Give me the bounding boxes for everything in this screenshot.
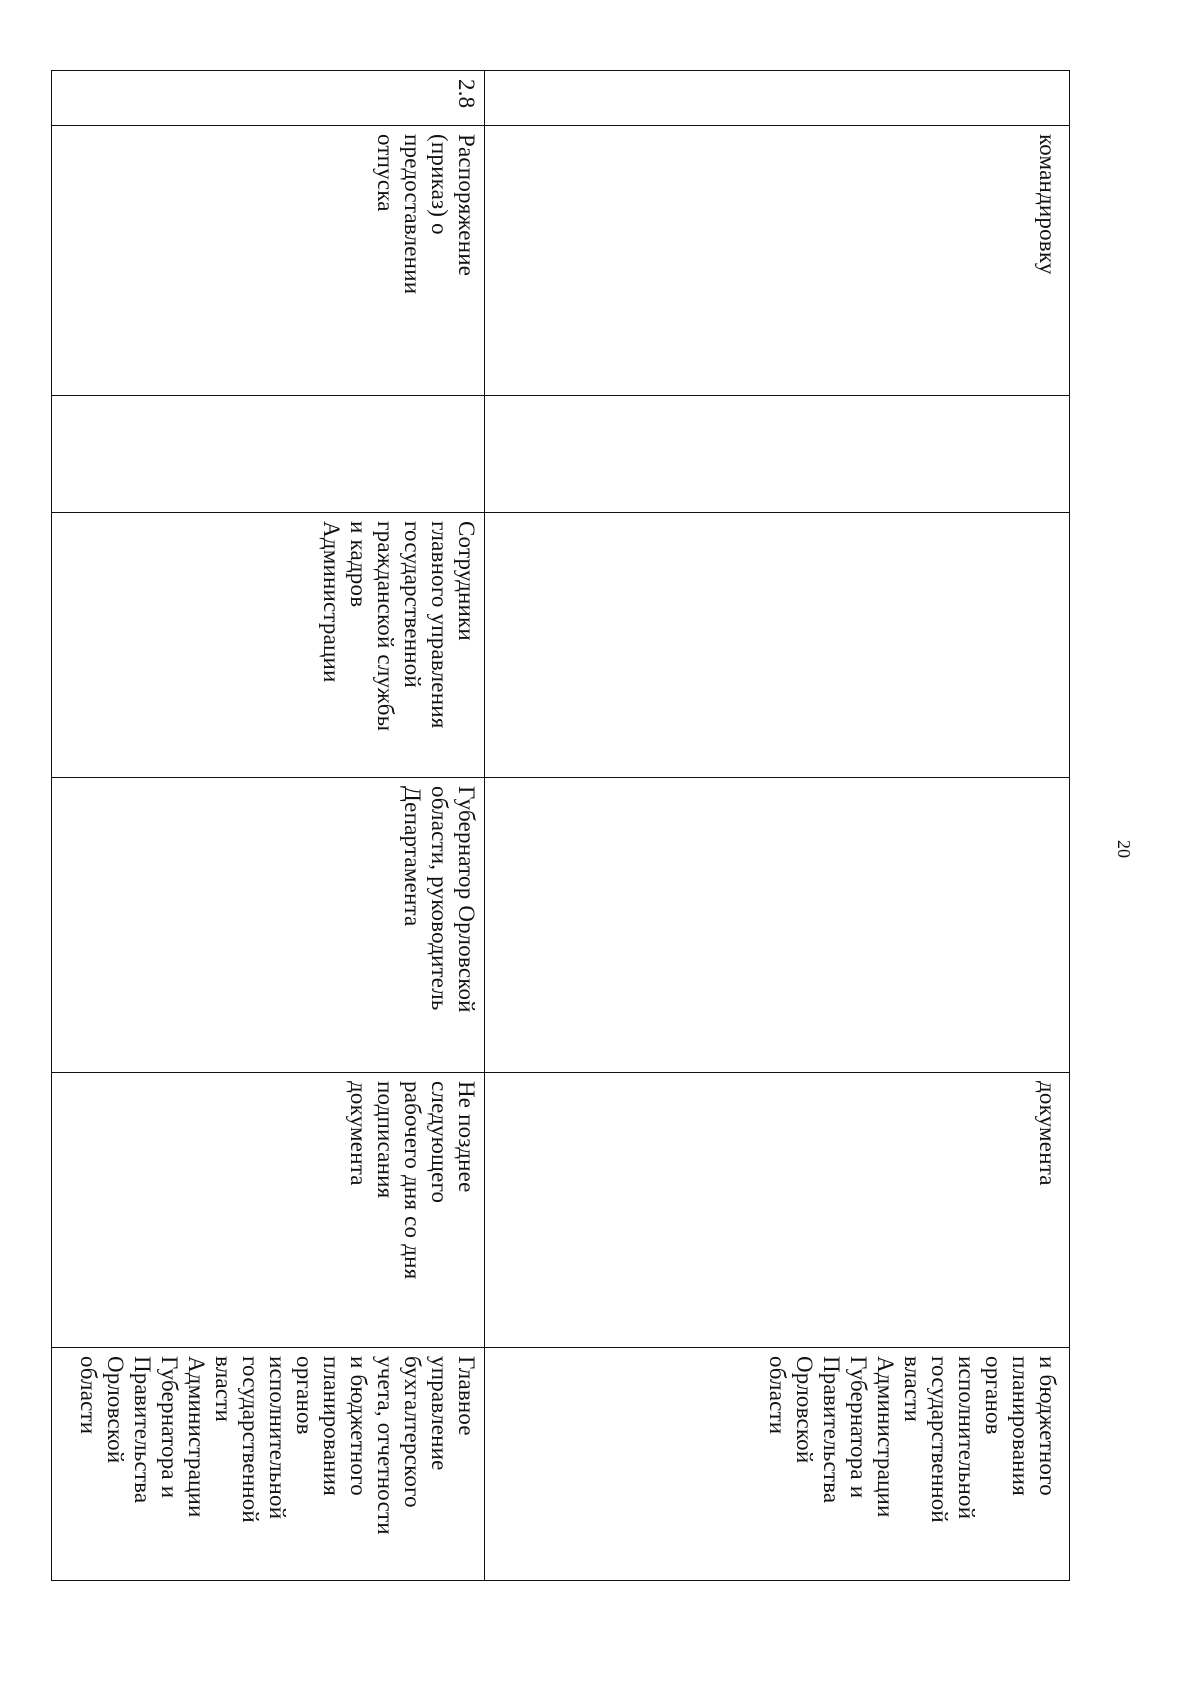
document-name: командировку	[1035, 134, 1060, 275]
cell-document	[485, 126, 1070, 396]
cell-recipient	[485, 1348, 1070, 1581]
cell-number	[52, 71, 485, 126]
cell-responsible	[485, 513, 1070, 778]
signer-text: Губернатор Орловской области, руководитель Департамента	[400, 786, 479, 1013]
document-name: Распоряжение (приказ) о предоставлении отпуска	[373, 134, 479, 295]
cell-number	[485, 71, 1070, 126]
cell-responsible	[52, 513, 485, 778]
table-row	[52, 71, 485, 1581]
recipient-text: Главное управление бухгалтерского учета, отчетности и бюджетного планирования органов исполнительной государственной власти Администрации Губернатора и Правительства Орловской области	[76, 1356, 479, 1535]
responsible-text: Сотрудники главного управления государственной гражданской службы и кадров Администрации	[319, 521, 479, 732]
cell-recipient	[52, 1348, 485, 1581]
cell-empty	[52, 396, 485, 513]
recipient-text: и бюджетного планирования органов исполнительной государственной власти Администрации Губернатора и Правительства Орловской области	[765, 1356, 1060, 1523]
cell-signer	[485, 778, 1070, 1073]
deadline-text: документа	[1035, 1081, 1060, 1186]
cell-document	[52, 126, 485, 396]
document-table	[51, 70, 1070, 1581]
page-number: 20	[1114, 840, 1134, 858]
cell-empty	[485, 396, 1070, 513]
item-number: 2.8	[454, 79, 479, 109]
table-row	[485, 71, 1070, 1581]
deadline-text: Не позднее следующего рабочего дня со дня подписания документа	[346, 1081, 479, 1280]
cell-deadline	[485, 1073, 1070, 1348]
cell-deadline	[52, 1073, 485, 1348]
cell-signer	[52, 778, 485, 1073]
